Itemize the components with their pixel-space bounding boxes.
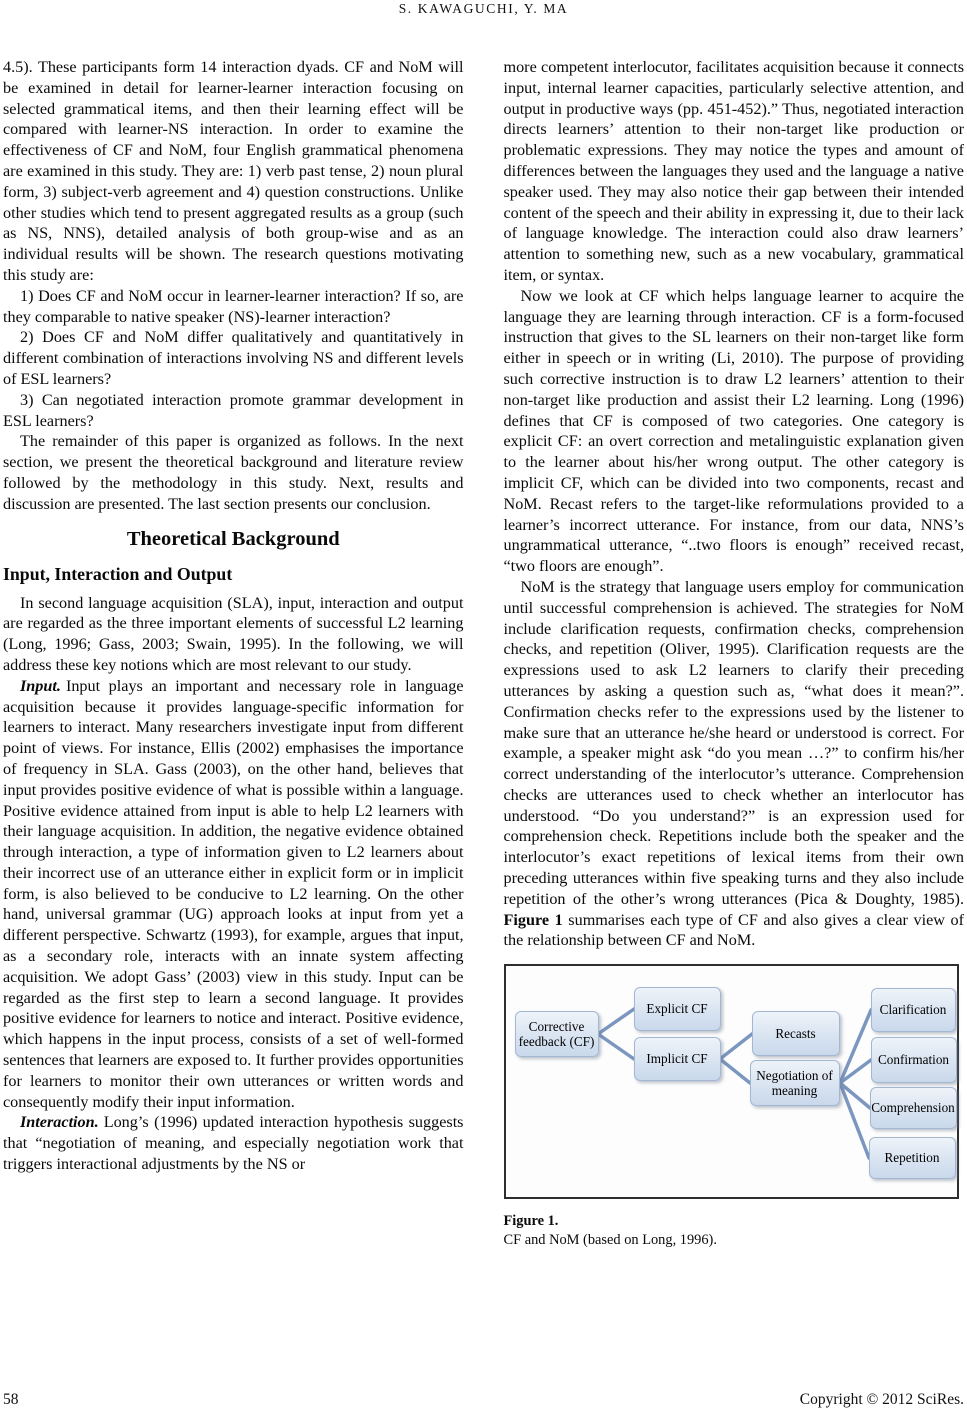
paragraph-text: NoM is the strategy that language users employ for communication until successful comprehension is achieved. The strategies for NoM include clarification requests, confirmation checks, comprehension checks, and repetition (Oliver, 1995). Clarification requests are the expressions used to ask L2 learners to clarify their preceding utterances by asking a question such as, “what does it mean?”. Confirmation checks refer to the expressions used by the listener to make sure that an utterance he/she heard or understood is correct. For example, a speaker might ask “do you mean …?” to confirm his/her correct understanding of the interlocutor’s utterance. Comprehension checks are utterances used to check whether an interlocutor has understood. “Do you understand?” is an expression used for comprehension check. Repetitions include both the speaker and the interlocutor’s exact repetitions of lexical items from their own preceding utterances within five speaking turns and they also include repetition of the other’s wrong utterances (Pica & Doughty, 1985). — [503, 577, 964, 908]
right-column — [504, 57, 965, 1250]
copyright-notice: Copyright © 2012 SciRes. — [799, 1391, 964, 1408]
paragraph-text: summarises each type of CF and also gives a clear view of the relationship between CF and NoM. — [503, 910, 964, 950]
node-clarification: Clarification — [871, 988, 956, 1032]
research-question-3: 3) Can negotiated interaction promote grammar development in ESL learners? — [3, 390, 464, 430]
paragraph-input — [3, 676, 464, 1113]
node-recasts: Recasts — [752, 1011, 840, 1056]
node-explicit-cf: Explicit CF — [634, 987, 721, 1031]
research-question-1: 1) Does CF and NoM occur in learner-learner interaction? If so, are they comparable to native speaker (NS)-learner interaction? — [3, 286, 464, 326]
paragraph: In second language acquisition (SLA), input, interaction and output are regarded as the three important elements of successful L2 learning (Long, 1996; Gass, 2003; Swain, 1995). In the following, we will address these key notions which are most relevant to our study. — [3, 593, 464, 674]
node-implicit-cf: Implicit CF — [634, 1037, 721, 1081]
subsection-heading: Input, Interaction and Output — [3, 563, 233, 584]
left-column — [3, 57, 464, 1250]
paragraph: more competent interlocutor, facilitates acquisition because it connects input, internal learner capacities, particularly selective attention, and output in productive ways (pp. 451-452).” Thus, negotiated interaction directs learners’ attention to their non-target like production or problematic expressions. They may notice the types and amount of differences between the languages they used and the language a native speaker used. They may also notice their gap between their intended content of the speech and their ability in expressing it, due to their lack of language knowledge. The interaction could also draw learners’ attention to something new, such as a new vocabulary, grammatical item, or syntax. — [503, 58, 964, 284]
page-number: 58 — [3, 1391, 19, 1408]
input-lead-word: Input. — [20, 676, 61, 695]
paragraph-text: Input plays an important and necessary role in language acquisition because it provides language-specific information for learners to interact. Many researchers investigate input from different point of views. For instance, Ellis (2002) emphasises the importance of frequency in SLA. Gass (2003), on the other hand, believes that input provides positive evidence of what is possible within a language. Positive evidence attained from input is able to help L2 learners with their language acquisition. In addition, the negative evidence obtained through interaction, a type of information given to L2 learners about their incorrect use of an utterance either in explicit form or in implicit form, is also believed to be conducive to L2 learning. On the other hand, universal grammar (UG) approach looks at input from yet a different perspective. Schwartz (1993), for example, argues that input, as a secondary role, interacts with an innate system affecting acquisition. We adopt Gass’ (2003) view in this study. Input can be regarded as the first step to learn a second language. It provides positive evidence for learners to notice and interact. Positive evidence, which happens in the input process, consists of a set of well-formed sentences that learners are exposed to. It further provides opportunities for learners to monitor their own utterances or written words and consequently modify their input information. — [3, 676, 464, 1111]
section-heading: Theoretical Background — [126, 527, 340, 550]
figure-1-diagram — [504, 964, 959, 1199]
paragraph: Now we look at CF which helps language learner to acquire the language they are learning through interaction. CF is a form-focused instruction that gives to the SL learners on their non-target like form either in speech or in writing (Li, 2010). The purpose of providing such corrective instruction is to draw L2 learners’ attention to their non-target like production and assist their L2 learning. Long (1996) defines that CF is composed of two categories. One category is explicit CF: an overt correction and metalinguistic explanation given to the learner about his/her wrong output. The other category is implicit CF, which can be divided into two components, recast and NoM. Recast refers to the target-like reformulations provided to a learner’s incorrect utterance. For instance, from our data, NNS’s ungrammatical utterance, “..two floors is enough” received recast, “two floors are enough”. — [503, 286, 964, 576]
running-head: S. KAWAGUCHI, Y. MA — [398, 1, 569, 16]
figure-reference: Figure 1 — [503, 910, 563, 929]
node-confirmation: Confirmation — [871, 1037, 957, 1083]
paragraph-nom — [504, 577, 965, 951]
paragraph-interaction — [3, 1112, 464, 1174]
figure-caption — [504, 1212, 965, 1250]
research-question-2: 2) Does CF and NoM differ qualitatively and quantitatively in different combination of interactions involving NS and different levels of ESL learners? — [3, 328, 464, 388]
figure-caption-text: CF and NoM (based on Long, 1996). — [503, 1232, 717, 1249]
two-column-body — [3, 57, 964, 1250]
node-repetition: Repetition — [869, 1137, 956, 1179]
figure-caption-label: Figure 1. — [503, 1213, 559, 1230]
paragraph: 4.5). These participants form 14 interaction dyads. CF and NoM will be examined in detail for learner-learner interaction focusing on selected grammatical items, and then their learning effect will be compared with learner-NS interaction. In order to examine the effectiveness of CF and NoM, four English grammatical phenomena are examined in this study. They are: 1) verb past tense, 2) noun plural form, 3) subject-verb agreement and 4) question constructions. Unlike other studies which tend to present aggregated results as a group (such as NS, NNS), detailed analysis of both group-wise and as an individual results will be shown. The research questions motivating this study are: — [3, 58, 464, 284]
node-negotiation-of-meaning: Negotiation of meaning — [750, 1060, 840, 1106]
interaction-lead-word: Interaction. — [20, 1113, 99, 1132]
node-comprehension: Comprehension — [870, 1087, 957, 1129]
node-corrective-feedback: Corrective feedback (CF) — [515, 1011, 599, 1057]
page-footer — [3, 1391, 964, 1409]
paragraph-text: Long’s (1996) updated interaction hypothesis suggests that “negotiation of meaning, and especially negotiation work that triggers interactional adjustments by the NS or — [3, 1113, 464, 1174]
paragraph: The remainder of this paper is organized as follows. In the next section, we present the theoretical background and literature review followed by the methodology in this study. Next, results and discussion are presented. The last section presents our conclusion. — [3, 432, 464, 513]
